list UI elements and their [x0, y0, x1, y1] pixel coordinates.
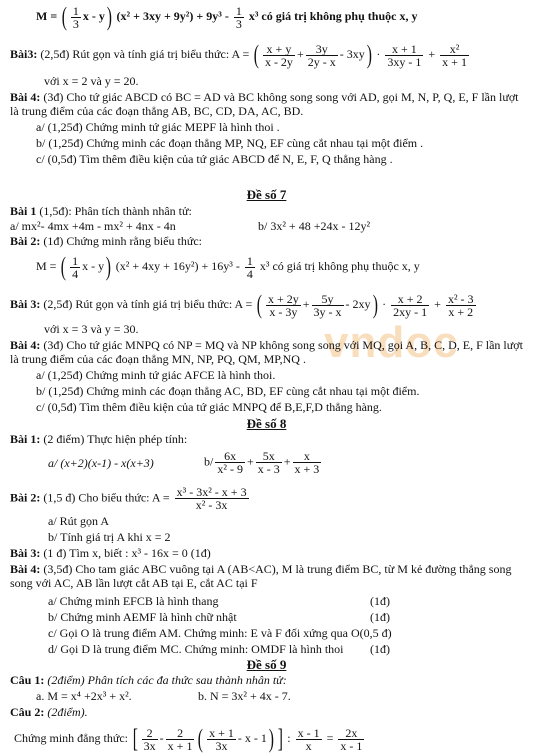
de8-bai1: Bài 1: (2 điểm) Thực hiện phép tính:: [10, 432, 188, 446]
de7-bai2-expr: M = ( $\frac{1}{4}$ x - y) (x² + 4xy + 16y²) + 16y³ - $\frac{1}{4}$ x³ có giá trị không phụ thuộc x, y: [36, 252, 420, 281]
bai4-prev: Bài 4: (3đ) Cho tứ giác ABCD có BC = AD và BC không song song với AD, gọi M, N, P, Q, E, F lần lượt là trung điểm của các đoạn thẳng AB, BC, CD, DA, AC, BD.: [10, 90, 519, 118]
de9-cau1-a: a. M = x⁴ +2x³ + x².: [36, 689, 132, 703]
de8-bai4-points: (1đ): [370, 610, 390, 624]
de8-bai4: Bài 4: (3,5đ) Cho tam giác ABC vuông tại A (AB<AC), M là trung điểm BC, từ M kẻ đường thẳng song song với AC, AB lần lượt cắt AB tại E, cắt AC tại F: [10, 562, 512, 590]
de8-bai2-b: b/ Tính giá trị A khi x = 2: [48, 530, 171, 544]
vndoc-watermark: vndoc: [324, 318, 459, 367]
de8-bai4-item: d/ Gọi D là trung điểm MC. Chứng minh: OMDF là hình thoi: [48, 642, 344, 656]
de8-bai4-item: b/ Chứng minh AEMF là hình chữ nhật: [48, 610, 237, 624]
de7-bai3: Bài 3: (2,5đ) Rút gọn và tính giá trị biểu thức: A = ( $\frac{x + 2y}{x - 3y}$ + $\frac{5y}{3y - x}$ - 2xy) · $\frac{x + 2}{2xy - 1}$ + $\frac{\text{x² - 3}}{x + 2}$: [10, 290, 474, 319]
de8-bai1-a: a/ (x+2)(x-1) - x(x+3): [48, 456, 154, 470]
bai4-prev-b: b/ (1,25đ) Chứng minh các đoạn thẳng MP, NQ, EF cùng cắt nhau tại một điểm .: [36, 136, 424, 150]
de7-bai4-a: a/ (1,25đ) Chứng minh tứ giác AFCE là hình thoi.: [36, 368, 276, 382]
de8-bai2: Bài 2: (1,5 đ) Cho biểu thức: A = $\frac{\text{x³ - 3x² - x + 3}}{\text{x² - 3x}}$: [10, 485, 247, 512]
top-expression: M = ( $\frac{1}{3}$ x - y) (x² + 3xy + 9y²) + 9y³ - $\frac{1}{3}$ x³ có giá trị không phụ thuộc x, y: [36, 2, 418, 31]
expr-tail: x³ có giá trị không phụ thuộc x, y: [248, 8, 418, 23]
exam-title-8: Đề số 8: [246, 416, 287, 431]
de7-bai4-c: c/ (0,5đ) Tìm thêm điều kiện của tứ giác MNPQ để B,E,F,D thẳng hàng.: [36, 400, 382, 414]
bai4-prev-c: c/ (0,5đ) Tìm thêm điều kiện của tứ giác ABCD để N, E, F, Q thẳng hàng .: [36, 152, 393, 166]
de8-bai4-item: a/ Chứng minh EFCB là hình thang: [48, 594, 219, 608]
de8-bai4-points: (1đ): [370, 642, 390, 656]
de8-bai4-points: (1đ): [370, 594, 390, 608]
exam-title-9: Đề số 9: [246, 657, 287, 672]
expr-lead: M =: [36, 8, 58, 23]
expr-poly: (x² + 3xy + 9y²) + 9y³ -: [116, 8, 229, 23]
bai4-prev-a: a/ (1,25đ) Chứng minh tứ giác MEPF là hình thoi .: [36, 120, 280, 134]
de7-bai4-b: b/ (1,25đ) Chứng minh các đoạn thẳng AC, BD, EF cùng cắt nhau tại một điểm.: [36, 384, 420, 398]
de7-bai2: Bài 2: (1đ) Chứng minh rằng biểu thức:: [10, 234, 202, 248]
bai3-prev-cond: với x = 2 và y = 20.: [44, 74, 139, 88]
de7-bai1: Bài 1 (1,5đ): Phân tích thành nhân tử:: [10, 204, 192, 218]
de7-bai1-a: a/ mx²- 4mx +4m - mx² + 4nx - 4n: [10, 219, 176, 233]
de9-cau2: Câu 2: (2điểm).: [10, 705, 88, 719]
de9-prove: Chứng minh đẳng thức: [ $\frac{2}{3x}$ - $\frac{2}{x + 1}$ ( $\frac{x + 1}{3x}$ - x - 1) ] : $\frac{x - 1}{x}$ = $\frac{2x}{x - 1}$: [14, 724, 363, 753]
de7-bai4: Bài 4: (3đ) Cho tứ giác MNPQ có NP = MQ và NP không song song với MQ, gọi A, B, C, D, E, F lần lượt là trung điểm của các đoạn thẳng MN, NP, PQ, QM, MP,NQ .: [10, 338, 523, 366]
de8-bai3: Bài 3: (1 đ) Tìm x, biết : x³ - 16x = 0 (1đ): [10, 546, 211, 560]
de7-bai1-b: b/ 3x² + 48 +24x - 12y²: [258, 219, 371, 233]
fraction: $\frac{1}{3}$: [72, 3, 79, 31]
de9-cau1: Câu 1: (2điểm) Phân tích các đa thức sau thành nhân tử:: [10, 673, 287, 687]
de7-bai3-cond: với x = 3 và y = 30.: [44, 322, 139, 336]
de8-bai4-item: c/ Gọi O là trung điểm AM. Chứng minh: E và F đối xứng qua O(0,5 đ): [48, 626, 392, 640]
de8-bai2-a: a/ Rút gọn A: [48, 514, 110, 528]
bai3-prev: Bài3: (2,5đ) Rút gọn và tính giá trị biểu thức: A = ( $\frac{x + y}{x - 2y}$ + $\frac{3y}{2y - x}$ - 3xy) · $\frac{x + 1}{3xy - 1}$ + $\frac{\text{x²}}{x + 1}$: [10, 40, 467, 69]
de9-cau1-b: b. N = 3x² + 4x - 7.: [198, 689, 291, 703]
de8-bai1-b: b/ $\frac{6x}{\text{x² - 9}}$ + $\frac{5x}{x - 3}$ + $\frac{x}{x + 3}$: [204, 449, 320, 476]
exam-title-7: Đề số 7: [246, 187, 287, 202]
